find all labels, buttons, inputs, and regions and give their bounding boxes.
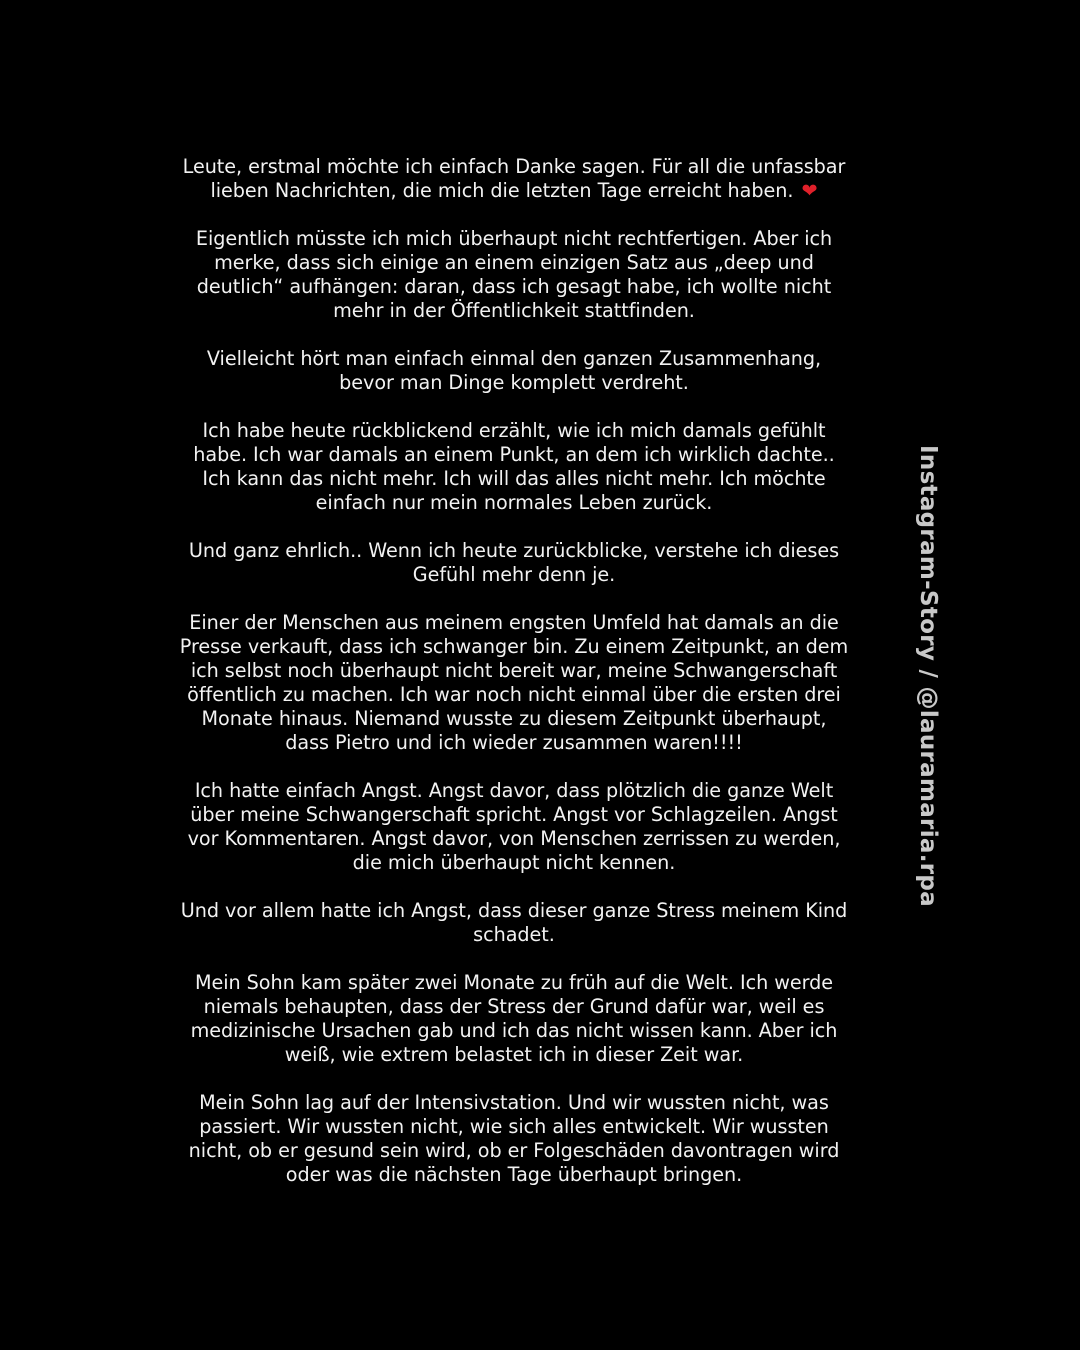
story-paragraph-9: Mein Sohn kam später zwei Monate zu früh auf die Welt. Ich werde niemals behaupten, dass der Stress der Grund dafür war, weil es medizinische Ursachen gab und ich das nicht wissen kann. Aber ich weiß, wie extrem belastet ich in dieser Zeit war.	[190, 971, 838, 1066]
story-paragraph-5: Und ganz ehrlich.. Wenn ich heute zurückblicke, verstehe ich dieses Gefühl mehr denn je.	[188, 539, 840, 586]
story-paragraph-8: Und vor allem hatte ich Angst, dass dieser ganze Stress meinem Kind schadet.	[180, 899, 848, 946]
story-paragraph-4: Ich habe heute rückblickend erzählt, wie ich mich damals gefühlt habe. Ich war damals an einem Punkt, an dem ich wirklich dachte.. Ich kann das nicht mehr. Ich will das alles nicht mehr. Ich möchte einfach nur mein normales Leben zurück.	[193, 419, 835, 514]
heart-icon: ❤	[801, 179, 818, 202]
story-paragraph-1	[178, 155, 850, 203]
story-paragraph-3: Vielleicht hört man einfach einmal den ganzen Zusammenhang, bevor man Dinge komplett verdreht.	[206, 347, 822, 394]
paragraph-1-text: Leute, erstmal möchte ich einfach Danke sagen. Für all die unfassbar lieben Nachrichten, die mich die letzten Tage erreicht haben.	[182, 155, 846, 202]
source-credit: Instagram-Story / @lauramaria.rpa	[915, 445, 941, 907]
story-paragraph-6: Einer der Menschen aus meinem engsten Umfeld hat damals an die Presse verkauft, dass ich schwanger bin. Zu einem Zeitpunkt, an dem ich selbst noch überhaupt nicht bereit war, meine Schwangerschaft öffentlich zu machen. Ich war noch nicht einmal über die ersten drei Monate hinaus. Niemand wusste zu diesem Zeitpunkt überhaupt, dass Pietro und ich wieder zusammen waren!!!!	[179, 611, 849, 754]
story-paragraph-2: Eigentlich müsste ich mich überhaupt nicht rechtfertigen. Aber ich merke, dass sich einige an einem einzigen Satz aus „deep und deutlich“ aufhängen: daran, dass ich gesagt habe, ich wollte nicht mehr in der Öffentlichkeit stattfinden.	[195, 227, 833, 322]
story-text-block	[178, 155, 850, 1211]
story-paragraph-7: Ich hatte einfach Angst. Angst davor, dass plötzlich die ganze Welt über meine Schwangerschaft spricht. Angst vor Schlagzeilen. Angst vor Kommentaren. Angst davor, von Menschen zerrissen zu werden, die mich überhaupt nicht kennen.	[187, 779, 841, 874]
story-paragraph-10: Mein Sohn lag auf der Intensivstation. Und wir wussten nicht, was passiert. Wir wussten nicht, wie sich alles entwickelt. Wir wussten nicht, ob er gesund sein wird, ob er Folgeschäden davontragen wird oder was die nächsten Tage überhaupt bringen.	[188, 1091, 840, 1186]
